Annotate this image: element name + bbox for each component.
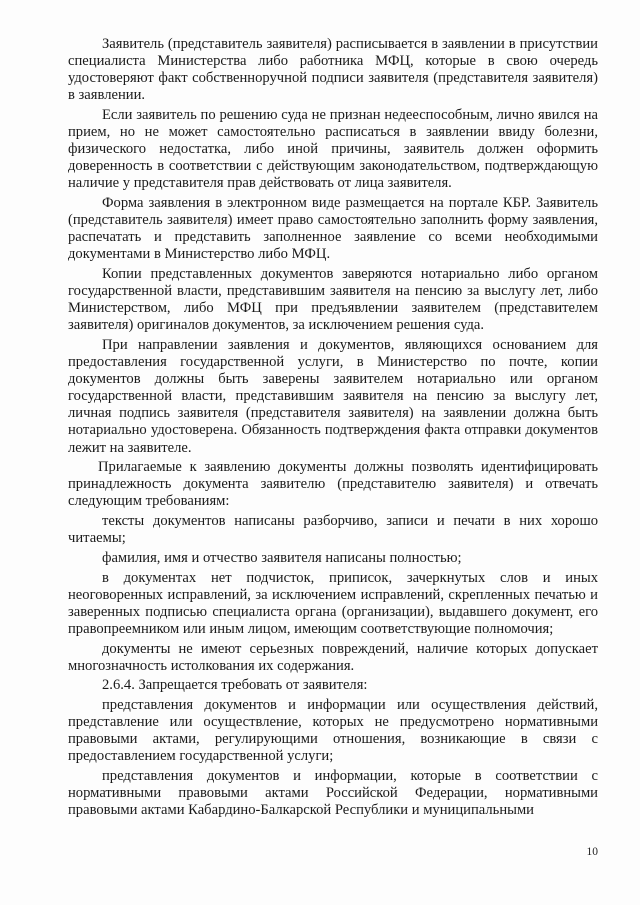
section-heading-2-6-4: 2.6.4. Запрещается требовать от заявителя: <box>102 677 368 694</box>
paragraph-electronic-form: Форма заявления в электронном виде размещается на портале КБР. Заявитель (представитель заявителя) имеет право самостоятельно заполнить форму заявления, распечатать и представить заполненное заявление со всеми необходимыми документами в Министерство либо МФЦ. <box>68 195 598 263</box>
list-item-no-damage: документы не имеют серьезных повреждений, наличие которых допускает многозначность истолкования их содержания. <box>68 640 598 674</box>
body-text <box>68 36 598 822</box>
page-number: 10 <box>586 846 598 858</box>
paragraph-postal-submission: При направлении заявления и документов, являющихся основанием для предоставления государственной услуги, в Министерство по почте, копии документов должны быть заверены заявителем нотариально или органом государственной власти, представившим заявителя на пенсию за выслугу лет, личная подпись заявителя (представителя заявителя) на заявлении должна быть нотариально удостоверена. Обязанность подтверждения факта отправки документов лежит на заявителе. <box>68 336 598 456</box>
paragraph-copies-certification: Копии представленных документов заверяются нотариально либо органом государственной власти, представившим заявителя на пенсию за выслугу лет, либо Министерством, либо МФЦ при предъявлении заявителем (представителем заявителя) оригиналов документов, за исключением решения суда. <box>68 266 598 334</box>
list-item-prohibited-documents: представления документов и информации, которые в соответствии с нормативными правовыми актами Российской Федерации, нормативными правовыми актами Кабардино-Балкарской Республики и муниципальными <box>68 767 598 819</box>
list-item-prohibited-requirements: представления документов и информации или осуществления действий, представление или осуществление, которых не предусмотрено нормативными правовыми актами, регулирующими отношения, возникающие в связи с предоставлением государственной услуги; <box>68 697 598 765</box>
list-item-full-name: фамилия, имя и отчество заявителя написаны полностью; <box>102 549 462 566</box>
paragraph-applicant-signature: Заявитель (представитель заявителя) расписывается в заявлении в присутствии специалиста Министерства либо работника МФЦ, которые в свою очередь удостоверяют факт собственноручной подписи заявителя (представителя заявителя) в заявлении. <box>68 36 598 104</box>
paragraph-document-requirements: Прилагаемые к заявлению документы должны позволять идентифицировать принадлежность документа заявителю (представителю заявителя) и отвечать следующим требованиям: <box>68 459 598 510</box>
paragraph-power-of-attorney: Если заявитель по решению суда не признан недееспособным, лично явился на прием, но не может самостоятельно расписаться в заявлении ввиду болезни, физического недостатка, либо иной причины, заявитель должен оформить доверенность в соответствии с действующим законодательством, подтверждающую наличие у представителя прав действовать от лица заявителя. <box>68 106 598 192</box>
list-item-legible-text: тексты документов написаны разборчиво, записи и печати в них хорошо читаемы; <box>68 513 598 547</box>
list-item-no-corrections: в документах нет подчисток, приписок, зачеркнутых слов и иных неоговоренных исправлений, за исключением исправлений, скрепленных печатью и заверенных подписью специалиста органа (организации), выдавшего документ, его правопреемником или иным лицом, имеющим соответствующие полномочия; <box>68 569 598 637</box>
